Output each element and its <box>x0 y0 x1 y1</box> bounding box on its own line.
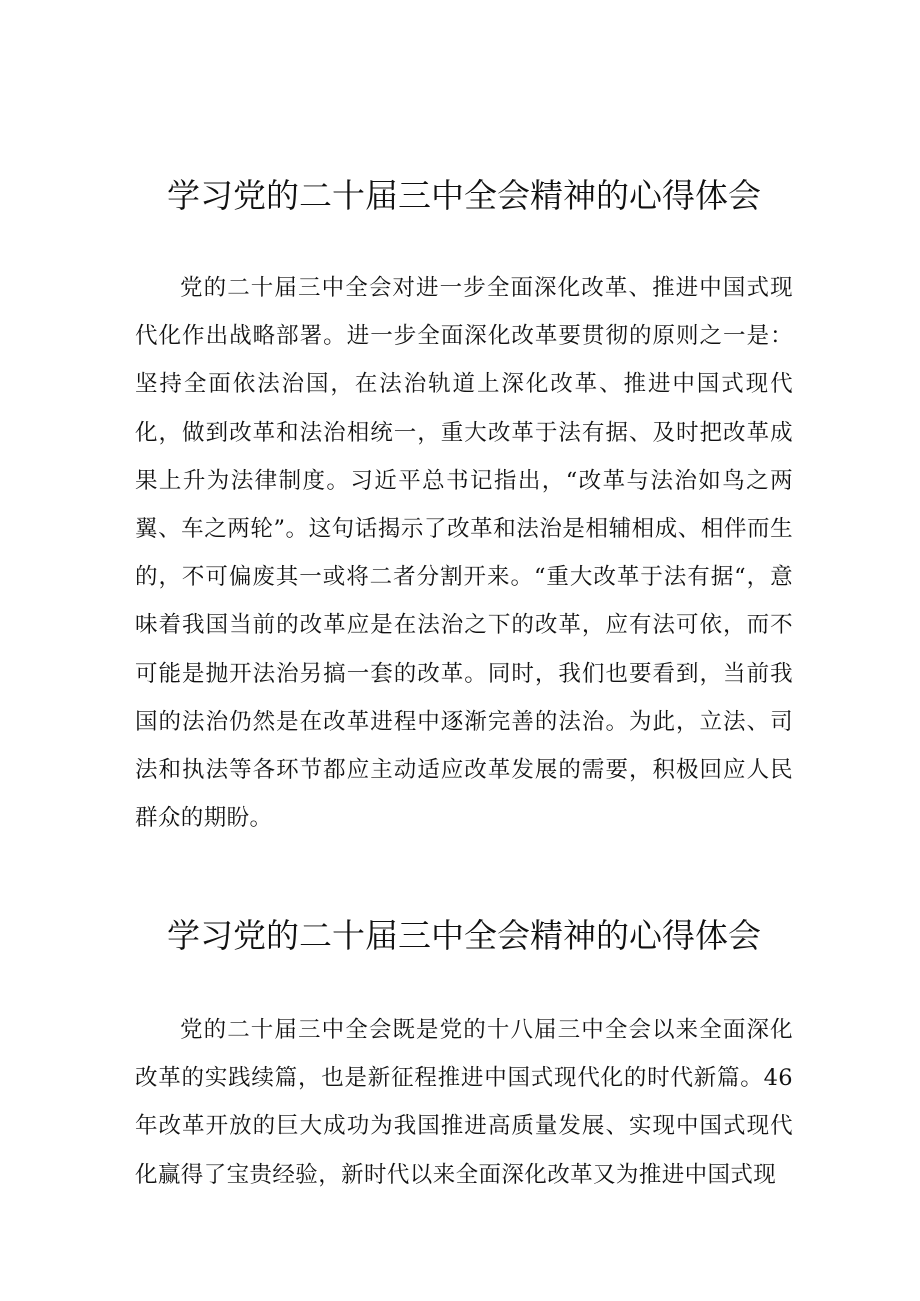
article-paragraph-2: 党的二十届三中全会既是党的十八届三中全会以来全面深化改革的实践续篇，也是新征程推进中国式现代化的时代新篇。46年改革开放的巨大成功为我国推进高质量发展、实现中国式现代化赢得了宝贵经验，新时代以来全面深化改革又为推进中国式现 <box>135 1017 793 1188</box>
article-paragraph-1: 党的二十届三中全会对进一步全面深化改革、推进中国式现代化作出战略部署。进一步全面深化改革要贯彻的原则之一是：坚持全面依法治国，在法治轨道上深化改革、推进中国式现代化，做到改革和法治相统一，重大改革于法有据、及时把改革成果上升为法律制度。习近平总书记指出，“改革与法治如鸟之两翼、车之两轮”。这句话揭示了改革和法治是相辅相成、相伴而生的，不可偏废其一或将二者分割开来。“重大改革于法有据“，意味着我国当前的改革应是在法治之下的改革，应有法可依，而不可能是抛开法治另搞一套的改革。同时，我们也要看到，当前我国的法治仍然是在改革进程中逐渐完善的法治。为此，立法、司法和执法等各环节都应主动适应改革发展的需要，积极回应人民群众的期盼。 <box>135 275 793 832</box>
article-section-1 <box>135 150 793 842</box>
article-section-2 <box>135 890 793 1199</box>
article-title-1: 学习党的二十届三中全会精神的心得体会 <box>167 176 761 215</box>
article-title-2: 学习党的二十届三中全会精神的心得体会 <box>167 916 761 955</box>
